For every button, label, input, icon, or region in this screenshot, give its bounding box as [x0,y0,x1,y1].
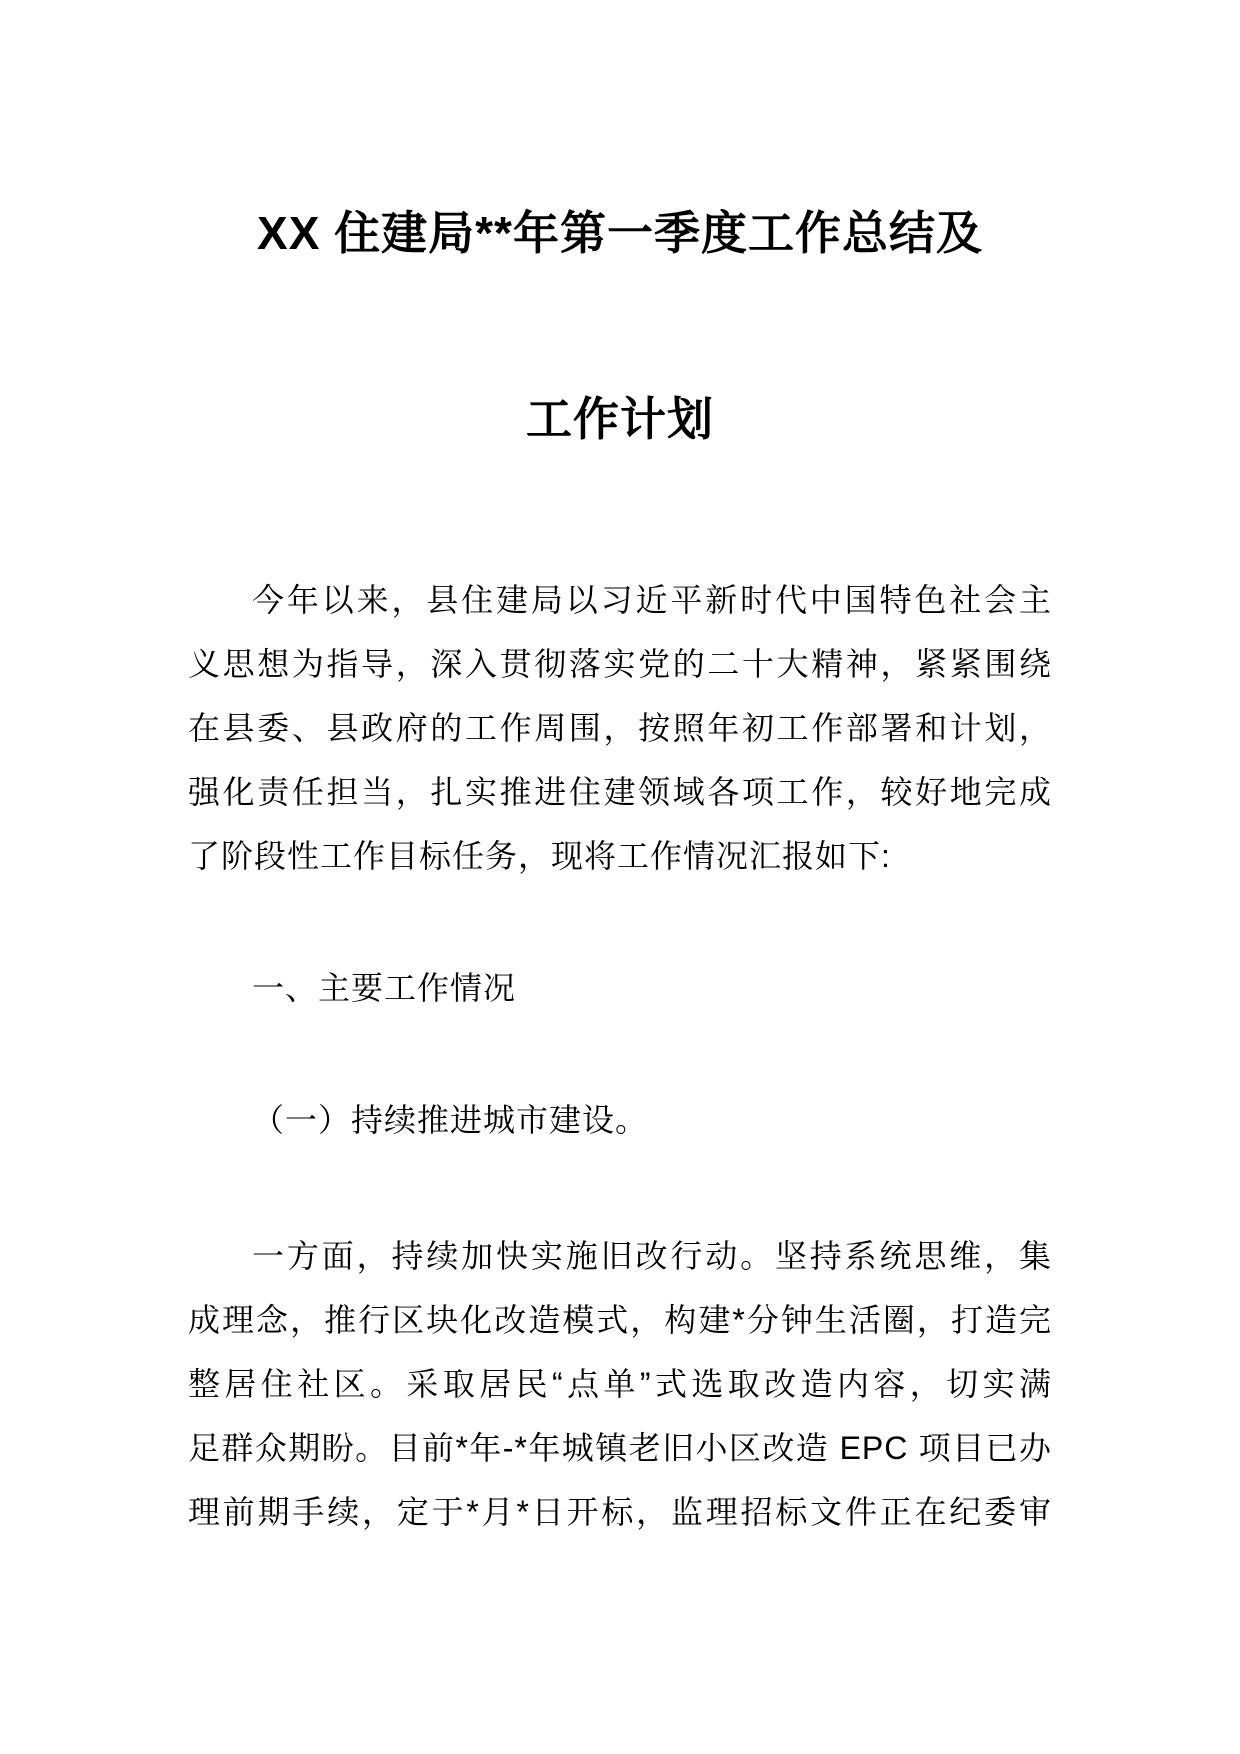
text-line: 义思想为指导，深入贯彻落实党的二十大精神，紧紧围绕 [188,646,1052,682]
text-line: 理前期手续，定于*月*日开标，监理招标文件正在纪委审 [188,1494,1052,1530]
text-line: 在县委、县政府的工作周围，按照年初工作部署和计划， [188,710,1052,746]
paragraph-urban-renewal [188,1224,1052,1544]
heading-main-work-section: 一、主要工作情况 [252,970,517,1006]
text-line: 足群众期盼。目前*年-*年城镇老旧小区改造 EPC 项目已办 [188,1430,1052,1466]
document-title-line-2: 工作计划 [526,393,714,445]
text-line: 今年以来，县住建局以习近平新时代中国特色社会主 [252,582,1052,618]
text-line: 成理念，推行区块化改造模式，构建*分钟生活圈，打造完 [188,1302,1052,1338]
text-line: 强化责任担当，扎实推进住建领域各项工作，较好地完成 [188,774,1052,810]
heading-urban-construction-subsection: （一）持续推进城市建设。 [252,1102,649,1138]
text-line: 整居住社区。采取居民“点单”式选取改造内容，切实满 [188,1366,1052,1402]
text-line: 一方面，持续加快实施旧改行动。坚持系统思维，集 [252,1238,1052,1274]
text-line: 了阶段性工作目标任务，现将工作情况汇报如下: [188,838,891,874]
document-title-line-1: XX 住建局**年第一季度工作总结及 [257,207,983,259]
paragraph-intro [188,568,1052,888]
